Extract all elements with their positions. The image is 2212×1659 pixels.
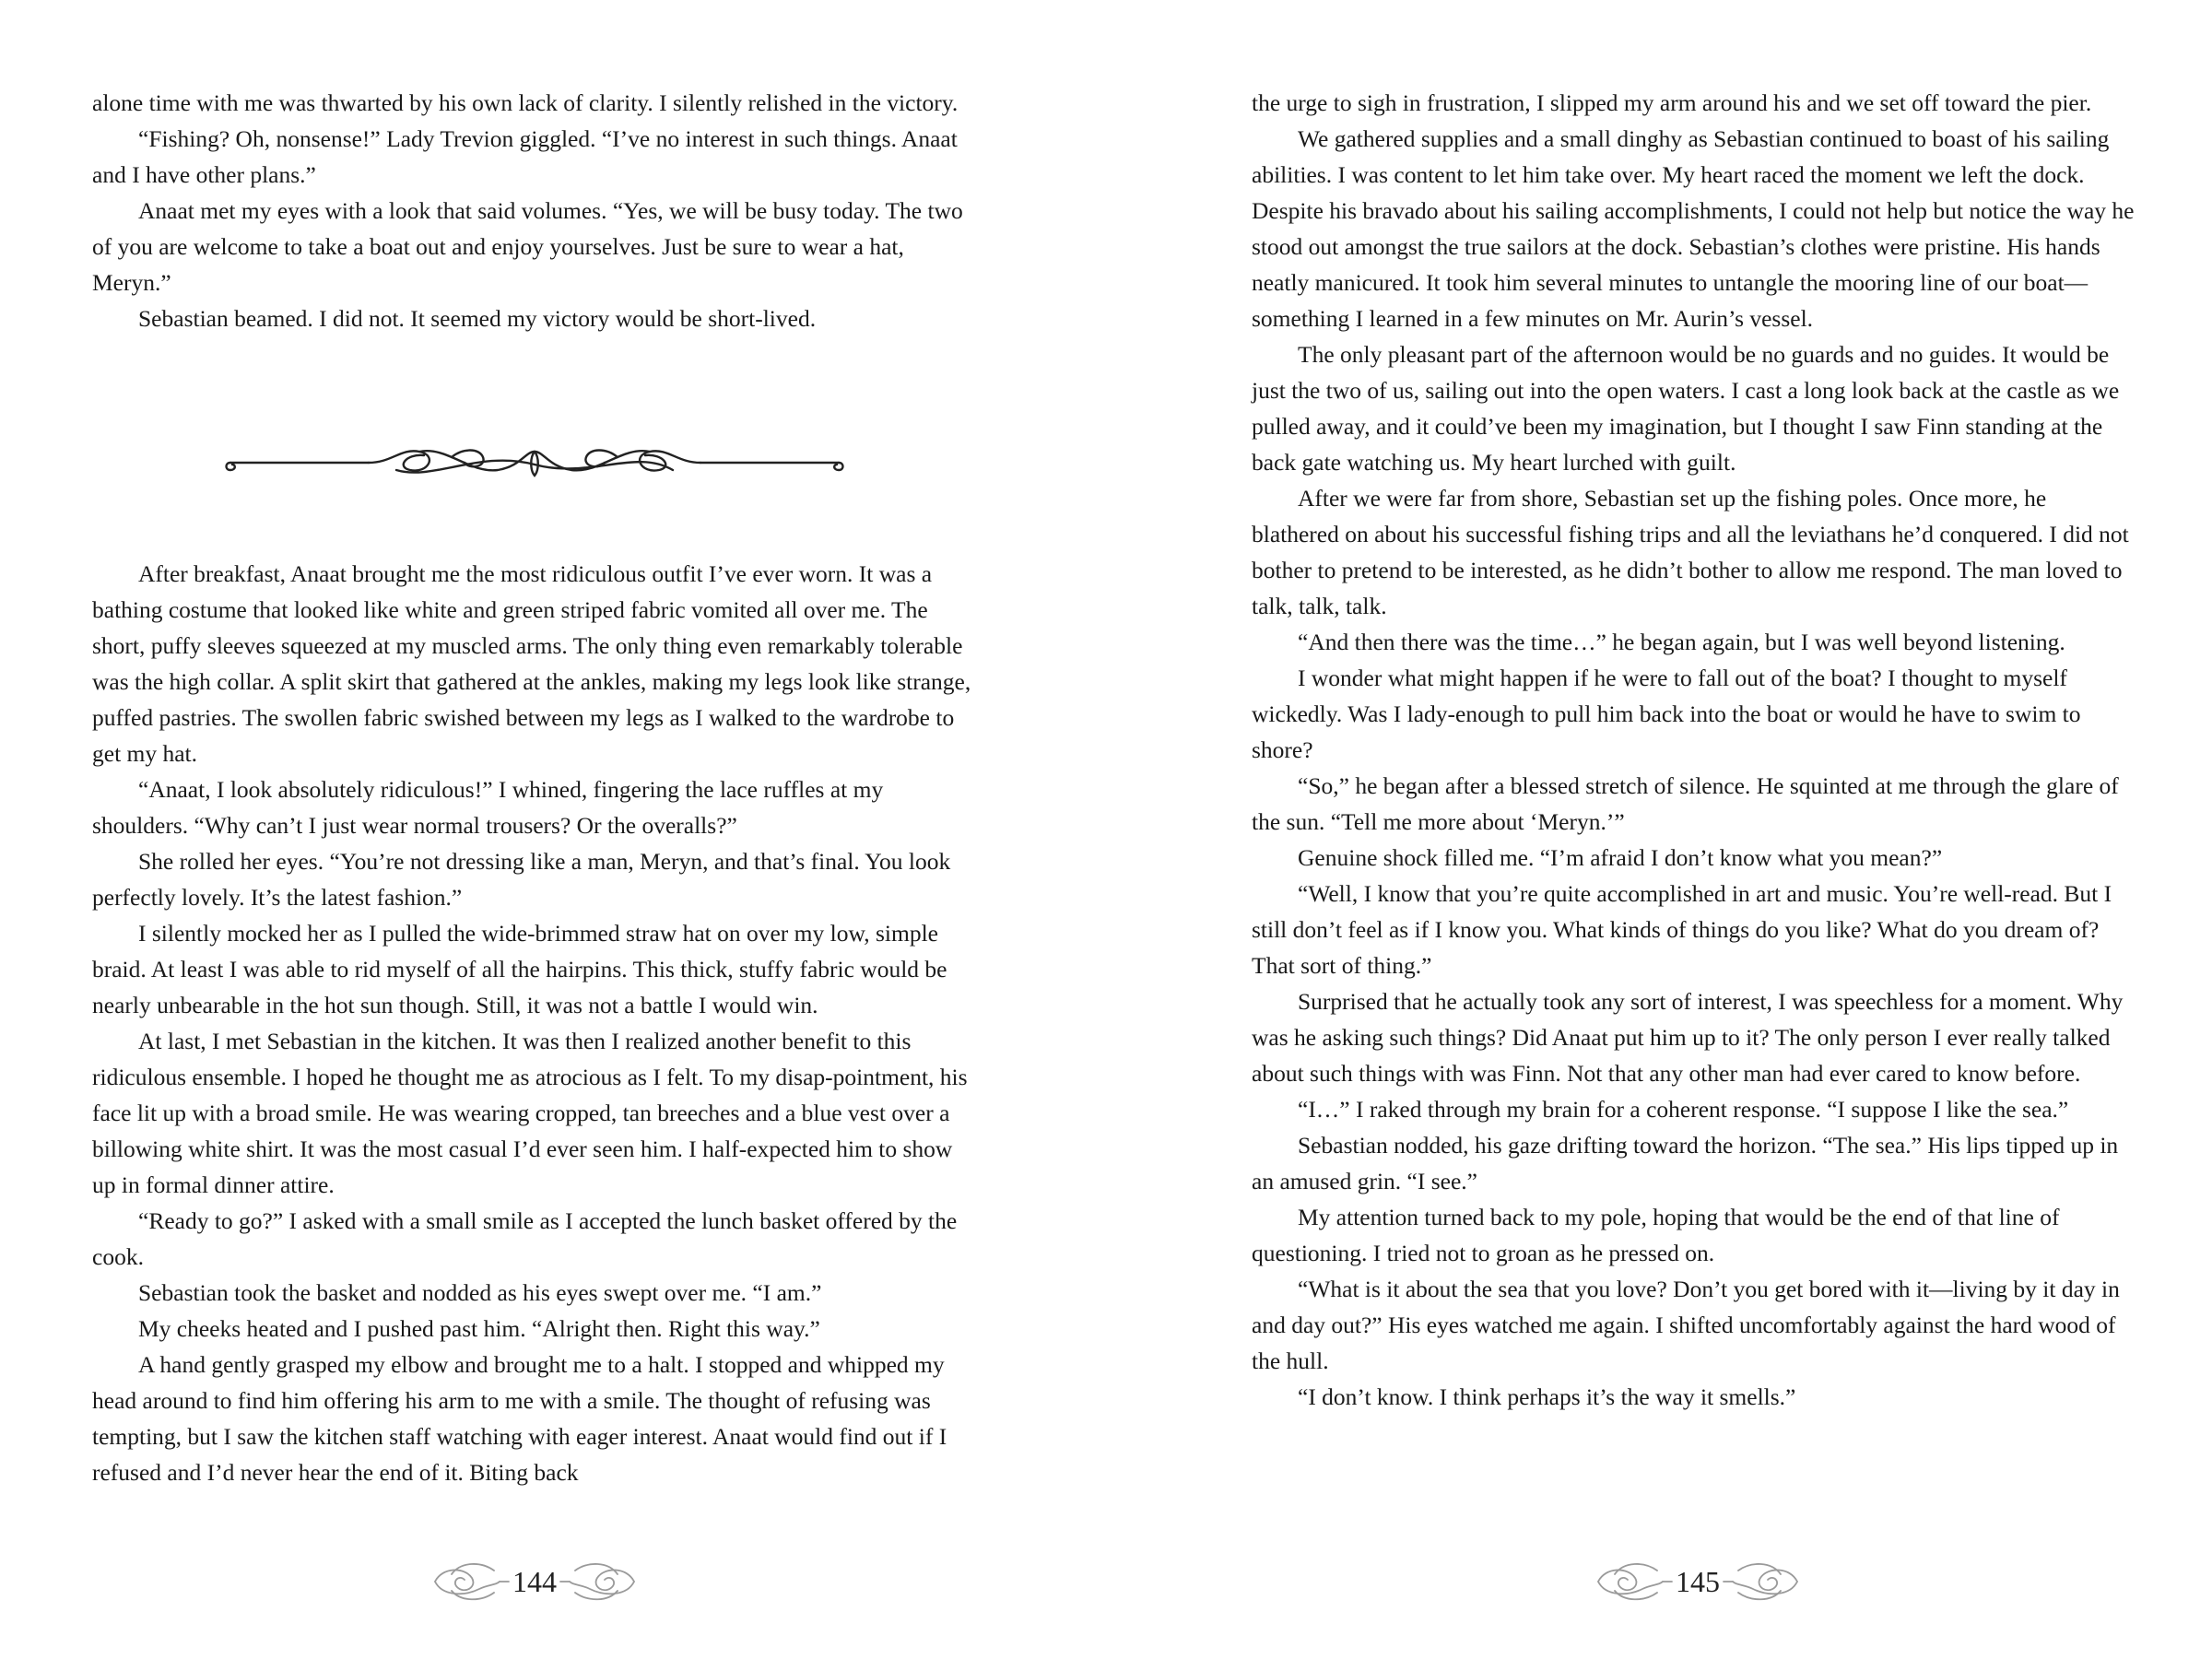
paragraph: Anaat met my eyes with a look that said volumes. “Yes, we will be busy today. The two of you are welcome to take a boat out and enjoy yourselves. Just be sure to wear a hat, Meryn.”: [92, 197, 963, 296]
paragraph: She rolled her eyes. “You’re not dressing like a man, Meryn, and that’s final. You look perfectly lovely. It’s the latest fashion.”: [92, 848, 951, 911]
paragraph: My cheeks heated and I pushed past him. “Alright then. Right this way.”: [138, 1315, 820, 1342]
paragraph: “Ready to go?” I asked with a small smile as I accepted the lunch basket offered by the cook.: [92, 1207, 958, 1270]
paragraph: “And then there was the time…” he began again, but I was well beyond listening.: [1298, 629, 2065, 655]
page-number: 145: [1676, 1565, 1720, 1598]
paragraph: Surprised that he actually took any sort of interest, I was speechless for a moment. Why was he asking such things? Did Anaat put him up to it? The only person I ever really talked about such things with was Finn. Not that any other man had ever cared to know before.: [1252, 988, 2124, 1087]
paragraph: After breakfast, Anaat brought me the most ridiculous outfit I’ve ever worn. It was a bathing costume that looked like white and green striped fabric vomited all over me. The short, puffy sleeves squeezed at my muscled arms. The only thing even remarkably tolerable was the high collar. A split skirt that gathered at the ankles, making my legs look like strange, puffed pastries. The swollen fabric swished between my legs as I walked to the wardrobe to get my hat.: [92, 560, 971, 767]
paragraph: “Fishing? Oh, nonsense!” Lady Trevion giggled. “I’ve no interest in such things. Anaat and I have other plans.”: [92, 125, 958, 188]
paragraph: “Well, I know that you’re quite accomplished in art and music. You’re well-read. But I still don’t feel as if I know you. What kinds of things do you like? What do you dream of? That sort of thing.”: [1252, 880, 2112, 979]
paragraph: Sebastian took the basket and nodded as his eyes swept over me. “I am.”: [138, 1279, 822, 1306]
paragraph: I wonder what might happen if he were to fall out of the boat? I thought to myself wickedly. Was I lady-enough to pull him back into the boat or would he have to swim to shore?: [1252, 665, 2081, 763]
right-page: [1106, 0, 2212, 1659]
page-number: 144: [512, 1565, 557, 1598]
flourish-divider-icon: [221, 442, 848, 483]
paragraph: “I…” I raked through my brain for a coherent response. “I suppose I like the sea.”: [1298, 1096, 2069, 1123]
page-number-folio: [1587, 1554, 1808, 1609]
paragraph: Sebastian beamed. I did not. It seemed my victory would be short-lived.: [138, 305, 817, 332]
paragraph: My attention turned back to my pole, hoping that would be the end of that line of questioning. I tried not to groan as he pressed on.: [1252, 1204, 2060, 1266]
paragraph: Sebastian nodded, his gaze drifting toward the horizon. “The sea.” His lips tipped up in an amused grin. “I see.”: [1252, 1132, 2119, 1194]
paragraph: The only pleasant part of the afternoon would be no guards and no guides. It would be just the two of us, sailing out into the open waters. I cast a long look back at the castle as we pulled away, and it could’ve been my imagination, but I thought I saw Finn standing at the back gate watching us. My heart lurched with guilt.: [1252, 341, 2120, 476]
paragraph: the urge to sigh in frustration, I slipped my arm around his and we set off toward the pier.: [1252, 89, 2092, 116]
paragraph: Genuine shock filled me. “I’m afraid I don’t know what you mean?”: [1298, 844, 1943, 871]
page-number-folio: [424, 1554, 645, 1609]
left-top-text: [92, 85, 977, 336]
paragraph: We gathered supplies and a small dinghy as Sebastian continued to boast of his sailing abilities. I was content to let him take over. My heart raced the moment we left the dock. Despite his bravado about his sailing accomplishments, I could not help but notice the way he stood out amongst the true sailors at the dock. Sebastian’s clothes were pristine. His hands neatly manicured. It took him several minutes to untangle the mooring line of our boat—something I learned in a few minutes on Mr. Aurin’s vessel.: [1252, 125, 2135, 332]
paragraph: “I don’t know. I think perhaps it’s the way it smells.”: [1298, 1383, 1796, 1410]
paragraph: At last, I met Sebastian in the kitchen. It was then I realized another benefit to this ridiculous ensemble. I hoped he thought me as atrocious as I felt. To my disap-pointment, his face lit up with a broad smile. He was wearing cropped, tan breeches and a blue vest over a billowing white shirt. It was the most casual I’d ever seen him. I half-expected him to show up in formal dinner attire.: [92, 1028, 968, 1198]
paragraph: I silently mocked her as I pulled the wide-brimmed straw hat on over my low, simple braid. At least I was able to rid myself of all the hairpins. This thick, stuffy fabric would be nearly unbearable in the hot sun though. Still, it was not a battle I would win.: [92, 920, 947, 1018]
paragraph: “So,” he began after a blessed stretch of silence. He squinted at me through the glare of the sun. “Tell me more about ‘Meryn.’”: [1252, 772, 2119, 835]
left-bottom-text: [92, 556, 977, 1490]
paragraph: “Anaat, I look absolutely ridiculous!” I whined, fingering the lace ruffles at my shoulders. “Why can’t I just wear normal trousers? Or the overalls?”: [92, 776, 884, 839]
paragraph: A hand gently grasped my elbow and brought me to a halt. I stopped and whipped my head around to find him offering his arm to me with a smile. The thought of refusing was tempting, but I saw the kitchen staff watching with eager interest. Anaat would find out if I refused and I’d never hear the end of it. Biting back: [92, 1351, 947, 1486]
right-text: [1252, 85, 2136, 1415]
paragraph: After we were far from shore, Sebastian set up the fishing poles. Once more, he blathered on about his successful fishing trips and all the leviathans he’d conquered. I did not bother to pretend to be interested, as he didn’t bother to allow me respond. The man loved to talk, talk, talk.: [1252, 485, 2129, 619]
paragraph: alone time with me was thwarted by his own lack of clarity. I silently relished in the victory.: [92, 89, 959, 116]
paragraph: “What is it about the sea that you love? Don’t you get bored with it—living by it day in and day out?” His eyes watched me again. I shifted uncomfortably against the hard wood of the hull.: [1252, 1276, 2120, 1374]
